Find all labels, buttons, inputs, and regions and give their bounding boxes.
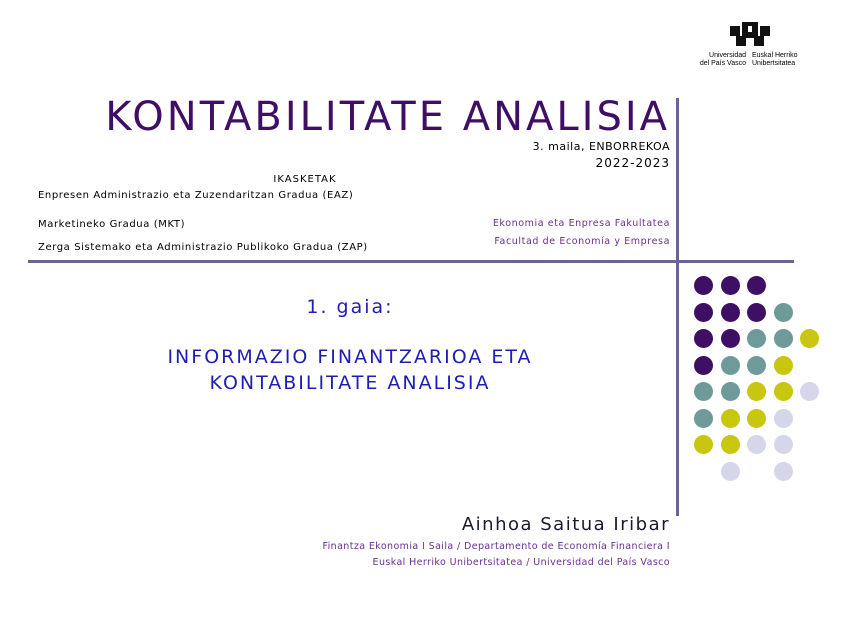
- university-logo-icon: [728, 18, 772, 52]
- logo-es-line2: del País Vasco: [699, 60, 746, 67]
- decorative-dot: [774, 435, 793, 454]
- decorative-dot: [747, 303, 766, 322]
- page-title: KONTABILITATE ANALISIA: [105, 94, 670, 140]
- decorative-dot: [721, 435, 740, 454]
- course-level: 3. maila, ENBORREKOA: [532, 140, 670, 153]
- decorative-dot: [747, 329, 766, 348]
- academic-year: 2022-2023: [595, 156, 670, 170]
- decorative-dot: [800, 329, 819, 348]
- decorative-dot: [721, 276, 740, 295]
- decorative-dot: [747, 356, 766, 375]
- vertical-divider: [676, 98, 679, 516]
- decorative-dot: [694, 435, 713, 454]
- topic-title-line2: KONTABILITATE ANALISIA: [209, 372, 491, 394]
- decorative-dot: [747, 382, 766, 401]
- decorative-dot: [774, 303, 793, 322]
- topic-number: 1. gaia:: [306, 296, 394, 318]
- decorative-dot: [774, 329, 793, 348]
- decorative-dot-grid: [690, 274, 830, 484]
- decorative-dot: [774, 409, 793, 428]
- topic-title-line1: INFORMAZIO FINANTZARIOA ETA: [167, 346, 533, 368]
- logo-text-es: [680, 52, 746, 68]
- horizontal-divider: [28, 260, 794, 263]
- decorative-dot: [694, 409, 713, 428]
- decorative-dot: [694, 303, 713, 322]
- decorative-dot: [774, 462, 793, 481]
- department-line2: Euskal Herriko Unibertsitatea / Universidad del País Vasco: [372, 557, 670, 568]
- department-line1: Finantza Ekonomia I Saila / Departamento de Economía Financiera I: [322, 541, 670, 552]
- decorative-dot: [774, 356, 793, 375]
- decorative-dot: [721, 329, 740, 348]
- decorative-dot: [800, 382, 819, 401]
- author-name: Ainhoa Saitua Iribar: [461, 514, 670, 535]
- logo-eu-line2: Unibertsitatea: [752, 60, 796, 67]
- degree-eaz: Enpresen Administrazio eta Zuzendaritzan Gradua (EAZ): [38, 190, 354, 201]
- decorative-dot: [694, 382, 713, 401]
- logo-es-line1: Universidad: [709, 52, 746, 59]
- decorative-dot: [747, 435, 766, 454]
- decorative-dot: [721, 356, 740, 375]
- faculty-name-es: Facultad de Economía y Empresa: [494, 236, 670, 247]
- decorative-dot: [747, 409, 766, 428]
- faculty-name-eu: Ekonomia eta Enpresa Fakultatea: [492, 218, 670, 229]
- logo-text-eu: [752, 52, 822, 68]
- degree-zap: Zerga Sistemako eta Administrazio Publikoko Gradua (ZAP): [38, 242, 368, 253]
- decorative-dot: [747, 276, 766, 295]
- degree-mkt: Marketineko Gradua (MKT): [38, 219, 186, 230]
- decorative-dot: [774, 382, 793, 401]
- decorative-dot: [721, 303, 740, 322]
- decorative-dot: [721, 462, 740, 481]
- decorative-dot: [694, 356, 713, 375]
- studies-heading: IKASKETAK: [273, 174, 337, 185]
- decorative-dot: [694, 329, 713, 348]
- decorative-dot: [721, 382, 740, 401]
- decorative-dot: [694, 276, 713, 295]
- decorative-dot: [721, 409, 740, 428]
- logo-eu-line1: Euskal Herriko: [752, 52, 798, 59]
